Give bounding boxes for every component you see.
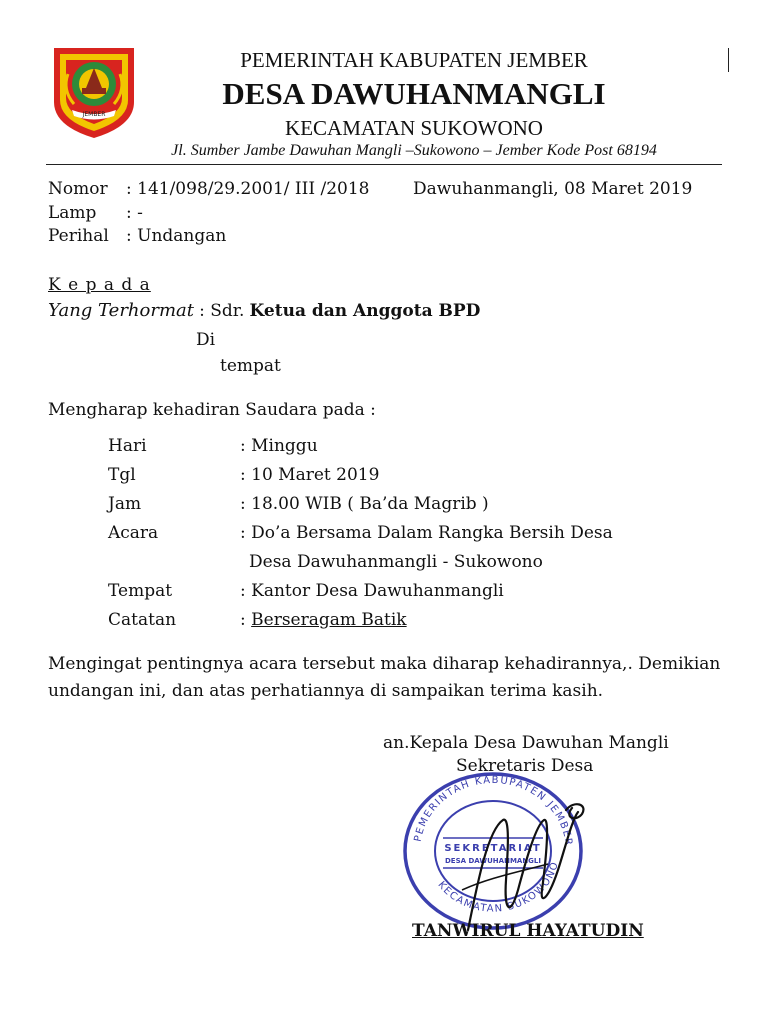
jam-value: : 18.00 WIB ( Ba’da Magrib ) bbox=[240, 494, 489, 514]
tempat-value: : Kantor Desa Dawuhanmangli bbox=[240, 581, 504, 601]
signatory-title: Sekretaris Desa bbox=[456, 756, 594, 776]
perihal-label: Perihal bbox=[48, 226, 109, 246]
kepada-heading: K e p a d a bbox=[48, 275, 151, 295]
closing-line-1: Mengingat pentingnya acara tersebut maka diharap kehadirannya,. Demikian bbox=[48, 654, 721, 674]
letterhead-government: PEMERINTAH KABUPATEN JEMBER bbox=[240, 48, 588, 72]
acara-value-continued: Desa Dawuhanmangli - Sukowono bbox=[249, 552, 543, 572]
hari-value: : Minggu bbox=[240, 436, 318, 456]
recipient-tempat: tempat bbox=[220, 356, 281, 376]
svg-text:DESA DAWUHANMANGLI: DESA DAWUHANMANGLI bbox=[445, 857, 541, 865]
lamp-label: Lamp bbox=[48, 203, 97, 223]
nomor-value: : 141/098/29.2001/ III /2018 bbox=[126, 179, 370, 199]
lamp-value: : - bbox=[126, 203, 143, 223]
recipient-name: Ketua dan Anggota BPD bbox=[249, 301, 481, 321]
catatan-value: Berseragam Batik bbox=[251, 610, 407, 630]
yang-terhormat: Yang Terhormat bbox=[48, 300, 194, 321]
tgl-value: : 10 Maret 2019 bbox=[240, 465, 380, 485]
acara-value: : Do’a Bersama Dalam Rangka Bersih Desa bbox=[240, 523, 613, 543]
letterhead-divider bbox=[46, 164, 722, 165]
catatan-colon: : bbox=[240, 610, 246, 630]
svg-text:JEMBER: JEMBER bbox=[82, 111, 106, 118]
signatory-role: an.Kepala Desa Dawuhan Mangli bbox=[383, 733, 669, 753]
jam-label: Jam bbox=[108, 494, 142, 514]
letterhead-address: Jl. Sumber Jambe Dawuhan Mangli –Sukowono – Jember Kode Post 68194 bbox=[171, 142, 657, 159]
signatory-name: TANWIRUL HAYATUDIN bbox=[412, 921, 644, 941]
recipient-di: Di bbox=[196, 330, 216, 350]
catatan-line bbox=[240, 610, 407, 630]
perihal-value: : Undangan bbox=[126, 226, 227, 246]
svg-text:SEKRETARIAT: SEKRETARIAT bbox=[444, 843, 542, 854]
svg-text:KECAMATAN SUKOWONO: KECAMATAN SUKOWONO bbox=[435, 859, 562, 915]
catatan-label: Catatan bbox=[108, 610, 177, 630]
place-date: Dawuhanmangli, 08 Maret 2019 bbox=[413, 179, 693, 199]
page-edge-mark bbox=[728, 48, 729, 72]
intro-text: Mengharap kehadiran Saudara pada : bbox=[48, 400, 376, 420]
handwritten-signature bbox=[448, 790, 598, 940]
nomor-label: Nomor bbox=[48, 179, 108, 199]
closing-line-2: undangan ini, dan atas perhatiannya di sampaikan terima kasih. bbox=[48, 681, 604, 701]
recipient-line bbox=[48, 300, 480, 321]
letterhead-district: KECAMATAN SUKOWONO bbox=[285, 116, 543, 140]
tempat-label: Tempat bbox=[108, 581, 173, 601]
tgl-label: Tgl bbox=[108, 465, 136, 485]
svg-text:PEMERINTAH KABUPATEN JEMBER: PEMERINTAH KABUPATEN JEMBER bbox=[412, 774, 574, 848]
letterhead-village-name: DESA DAWUHANMANGLI bbox=[222, 76, 606, 111]
recipient-sdr: : Sdr. bbox=[199, 301, 245, 321]
hari-label: Hari bbox=[108, 436, 147, 456]
acara-label: Acara bbox=[108, 523, 159, 543]
